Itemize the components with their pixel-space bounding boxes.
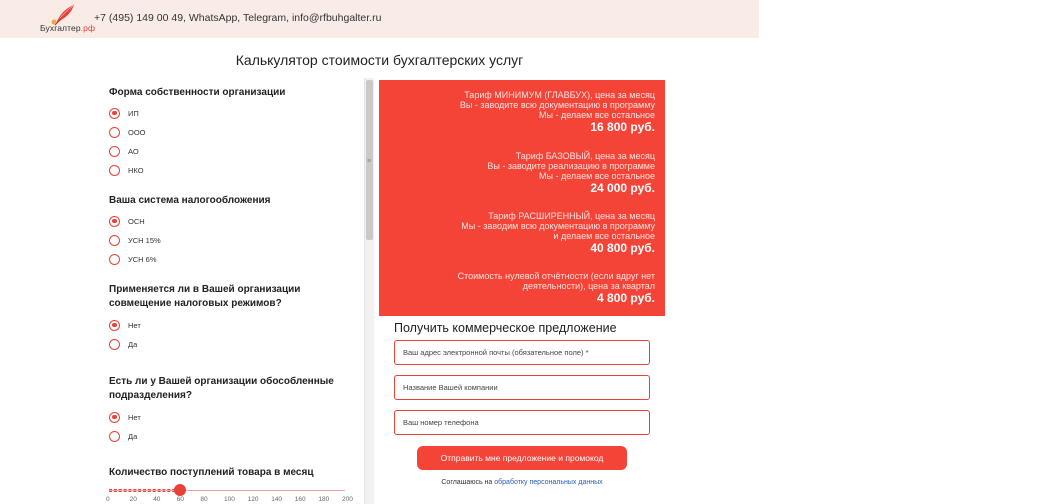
radio-unchecked-icon bbox=[109, 165, 120, 176]
left-scrollbar[interactable] bbox=[364, 78, 374, 504]
radio-unchecked-icon bbox=[109, 254, 120, 265]
radio-combo-no[interactable]: Нет bbox=[109, 318, 141, 332]
privacy-policy-link[interactable]: обработку персональных данных bbox=[494, 479, 603, 486]
slider-tick-label: 140 bbox=[271, 496, 283, 503]
header bbox=[0, 0, 759, 38]
tariff-zero-reporting bbox=[458, 271, 655, 306]
tariff-basic bbox=[487, 151, 655, 196]
contacts-text: +7 (495) 149 00 49, WhatsApp, Telegram, info@rfbuhgalter.ru bbox=[94, 12, 382, 24]
radio-ownership-ooo[interactable]: ООО bbox=[109, 125, 146, 139]
slider-tick-label: 40 bbox=[153, 496, 161, 503]
tariff-price: 40 800 руб. bbox=[590, 241, 655, 255]
tax-title: Ваша система налогообложения bbox=[109, 195, 271, 206]
scrollbar-thumb[interactable] bbox=[366, 80, 373, 240]
tariff-price: 24 000 руб. bbox=[590, 181, 655, 195]
radio-branches-no[interactable]: Нет bbox=[109, 410, 141, 424]
phone-field-wrapper bbox=[394, 410, 650, 435]
slider-tick-label: 200 bbox=[342, 496, 353, 503]
goods-slider-fill bbox=[109, 489, 180, 492]
slider-tick-label: 180 bbox=[318, 496, 330, 503]
radio-unchecked-icon bbox=[109, 127, 120, 138]
slider-tick-label: 0 bbox=[106, 496, 110, 503]
slider-tick-label: 120 bbox=[247, 496, 259, 503]
email-field-wrapper bbox=[394, 340, 650, 365]
tariff-price: 4 800 руб. bbox=[597, 291, 655, 305]
tariff-price: 16 800 руб. bbox=[590, 120, 655, 134]
radio-ownership-nko[interactable]: НКО bbox=[109, 163, 144, 177]
company-field-wrapper bbox=[394, 375, 650, 400]
calculator-options bbox=[106, 80, 359, 504]
slider-tick-label: 100 bbox=[224, 496, 235, 503]
tariff-minimum bbox=[460, 90, 655, 135]
slider-tick-label: 160 bbox=[294, 496, 306, 503]
slider-tick-label: 80 bbox=[200, 496, 208, 503]
tariff-description: Тариф БАЗОВЫЙ, цена за месяц Вы - заводите реализацию в программе Мы - делаем все остальное bbox=[487, 151, 655, 181]
tariff-description: Тариф РАСШИРЕННЫЙ, цена за месяц Мы - заводим всю документацию в программу и делаем все остальное bbox=[461, 211, 655, 241]
company-field[interactable] bbox=[395, 376, 649, 399]
radio-unchecked-icon bbox=[109, 235, 120, 246]
radio-tax-osn[interactable]: ОСН bbox=[109, 214, 145, 228]
slider-tick-label: 60 bbox=[176, 496, 185, 503]
tariffs-panel bbox=[379, 80, 665, 316]
form-title: Получить коммерческое предложение bbox=[394, 321, 617, 335]
logo-text: Бухгалтер.рф bbox=[40, 23, 96, 33]
radio-checked-icon bbox=[109, 412, 120, 423]
radio-checked-icon bbox=[109, 108, 120, 119]
phone-field[interactable] bbox=[395, 411, 649, 434]
goods-title: Количество поступлений товара в месяц bbox=[109, 467, 314, 478]
radio-ownership-ao[interactable]: АО bbox=[109, 144, 139, 158]
slider-tick-label: 20 bbox=[129, 496, 137, 503]
page-title: Калькулятор стоимости бухгалтерских услуг bbox=[235, 52, 524, 68]
tariff-extended bbox=[461, 211, 655, 256]
grip-icon: ≡ bbox=[367, 158, 372, 165]
email-field[interactable] bbox=[395, 341, 649, 364]
combo-title: Применяется ли в Вашей организации совмещение налоговых режимов? bbox=[109, 284, 301, 309]
radio-unchecked-icon bbox=[109, 339, 120, 350]
radio-checked-icon bbox=[109, 216, 120, 227]
branches-title: Есть ли у Вашей организации обособленные подразделения? bbox=[109, 376, 334, 401]
radio-tax-usn6[interactable]: УСН 6% bbox=[109, 252, 157, 266]
tariff-description: Стоимость нулевой отчётности (если вдруг нет деятельности), цена за квартал bbox=[457, 271, 655, 291]
radio-unchecked-icon bbox=[109, 146, 120, 157]
radio-tax-usn15[interactable]: УСН 15% bbox=[109, 233, 161, 247]
consent-text: Соглашаюсь на обработку персональных данных bbox=[441, 479, 603, 486]
submit-offer-button[interactable]: Отправить мне предложение и промокод bbox=[417, 446, 627, 470]
logo[interactable] bbox=[40, 4, 96, 34]
radio-branches-yes[interactable]: Да bbox=[109, 429, 137, 443]
radio-checked-icon bbox=[109, 320, 120, 331]
ownership-title: Форма собственности организации bbox=[109, 87, 286, 98]
radio-unchecked-icon bbox=[109, 431, 120, 442]
radio-combo-yes[interactable]: Да bbox=[109, 337, 137, 351]
radio-ownership-ip[interactable]: ИП bbox=[109, 106, 139, 120]
tariff-description: Тариф МИНИМУМ (ГЛАВБУХ), цена за месяц Вы - заводите всю документацию в программу Мы - делаем все остальное bbox=[459, 90, 655, 120]
